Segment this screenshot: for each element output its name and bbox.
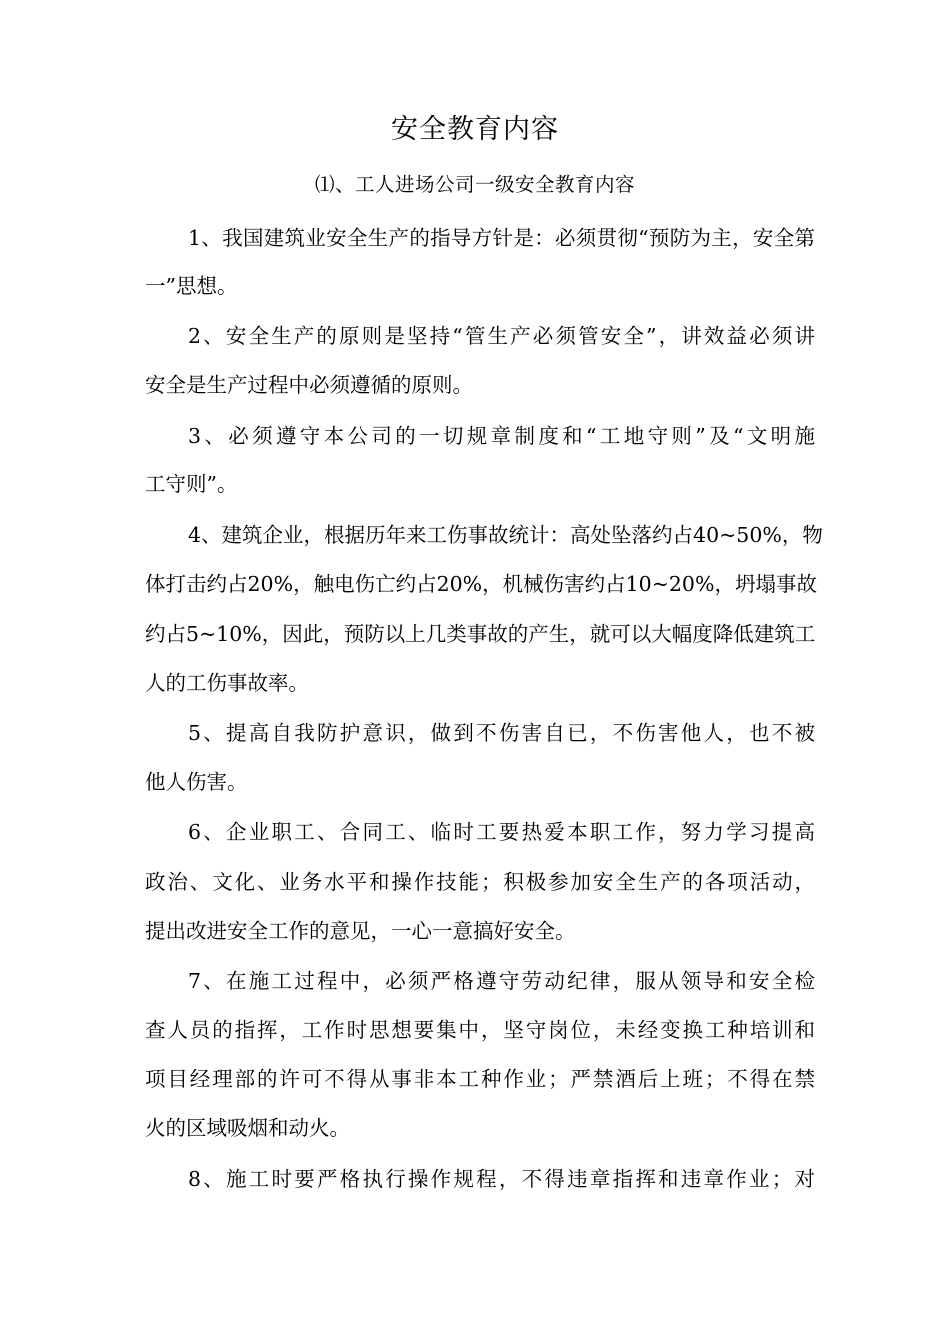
document-subtitle: ⑴、工人进场公司一级安全教育内容 bbox=[314, 173, 635, 196]
paragraph-3-line-1: 3、必须遵守本公司的一切规章制度和“工地守则”及“文明施 bbox=[188, 424, 815, 448]
paragraph-5-line-1: 5、提高自我防护意识，做到不伤害自已，不伤害他人，也不被 bbox=[188, 721, 815, 745]
paragraph-1-line-2: 一”思想。 bbox=[145, 274, 238, 298]
paragraph-7-line-2: 查人员的指挥，工作时思想要集中，坚守岗位，未经变换工种培训和 bbox=[145, 1018, 815, 1042]
paragraph-4-line-3: 约占5~10%，因此，预防以上几类事故的产生，就可以大幅度降低建筑工 bbox=[145, 622, 816, 646]
paragraph-6-line-3: 提出改进安全工作的意见，一心一意搞好安全。 bbox=[145, 919, 576, 943]
paragraph-5-line-2: 他人伤害。 bbox=[145, 770, 248, 794]
paragraph-7-line-3: 项目经理部的许可不得从事非本工种作业；严禁酒后上班；不得在禁 bbox=[145, 1067, 815, 1091]
paragraph-7-line-1: 7、在施工过程中，必须严格遵守劳动纪律，服从领导和安全检 bbox=[188, 969, 815, 993]
paragraph-2-line-1: 2、安全生产的原则是坚持“管生产必须管安全”，讲效益必须讲 bbox=[188, 324, 815, 348]
paragraph-1-line-1: 1、我国建筑业安全生产的指导方针是：必须贯彻“预防为主，安全第 bbox=[188, 226, 815, 250]
paragraph-3-line-2: 工守则”。 bbox=[145, 472, 238, 496]
paragraph-2-line-2: 安全是生产过程中必须遵循的原则。 bbox=[145, 373, 473, 397]
paragraph-8-line-1: 8、施工时要严格执行操作规程，不得违章指挥和违章作业；对 bbox=[188, 1167, 815, 1191]
document-title: 安全教育内容 bbox=[391, 114, 559, 145]
paragraph-6-line-1: 6、企业职工、合同工、临时工要热爱本职工作，努力学习提高 bbox=[188, 820, 815, 844]
paragraph-6-line-2: 政治、文化、业务水平和操作技能；积极参加安全生产的各项活动， bbox=[145, 870, 815, 894]
paragraph-4-line-1: 4、建筑企业，根据历年来工伤事故统计：高处坠落约占40~50%，物 bbox=[188, 523, 823, 547]
paragraph-4-line-2: 体打击约占20%，触电伤亡约占20%，机械伤害约占10~20%，坍塌事故 bbox=[145, 572, 817, 596]
paragraph-7-line-4: 火的区域吸烟和动火。 bbox=[145, 1116, 350, 1140]
paragraph-4-line-4: 人的工伤事故率。 bbox=[145, 671, 309, 695]
